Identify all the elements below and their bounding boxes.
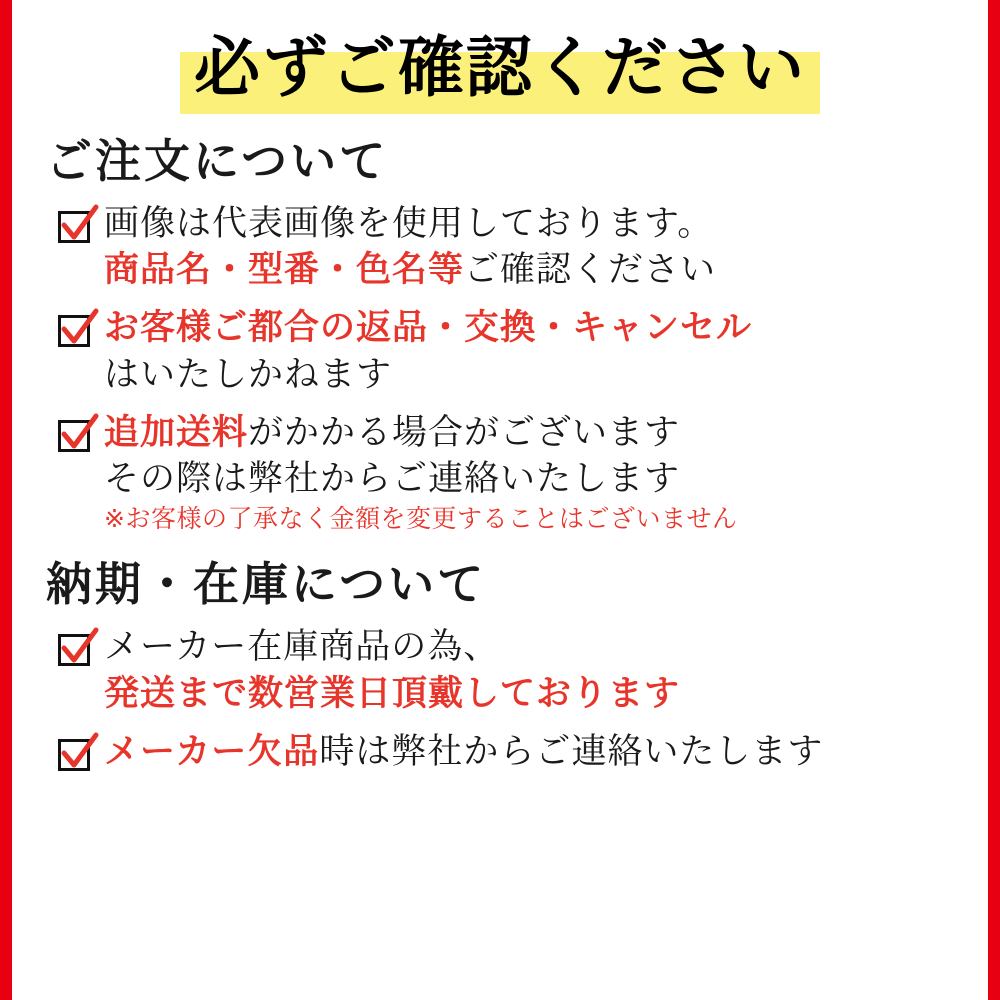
- list-item-line-tail: ご確認ください: [464, 250, 717, 291]
- checkbox-checked-icon: [56, 735, 96, 775]
- list-item-line: [104, 410, 988, 456]
- list-item: [46, 410, 988, 535]
- list-item: [46, 624, 988, 716]
- section-heading-orders: ご注文について: [46, 133, 389, 188]
- section-heading-delivery-stock: 納期・在庫について: [46, 557, 487, 612]
- list-item-line-tail: 時は弊社からご連絡いたします: [319, 731, 824, 772]
- left-accent-bar: [0, 0, 12, 1000]
- list-item-line: その際は弊社からご連絡いたします: [104, 459, 681, 500]
- checkbox-checked-icon: [56, 630, 96, 670]
- list-item: [46, 729, 988, 775]
- list-item-line: はいたしかねます: [104, 354, 393, 395]
- list-item-line: 発送まで数営業日頂戴しております: [104, 673, 681, 714]
- list-item-line: お客様ご都合の返品・交換・キャンセル: [104, 308, 753, 349]
- list-item-line: [104, 247, 988, 293]
- checkbox-checked-icon: [56, 311, 96, 351]
- page-title: [180, 26, 820, 112]
- checkbox-checked-icon: [56, 207, 96, 247]
- list-item-line: メーカー在庫商品の為、: [104, 627, 500, 668]
- list-item-lines: [104, 624, 988, 716]
- emphasis-text: メーカー欠品: [104, 731, 320, 772]
- emphasis-text: 追加送料: [104, 412, 249, 453]
- section-delivery-stock: [12, 557, 988, 775]
- right-accent-bar: [988, 0, 1000, 1000]
- list-item-note: ※お客様の了承なく金額を変更することはございません: [104, 504, 738, 534]
- list-item: [46, 201, 988, 293]
- page-content: [12, 0, 988, 1000]
- page-title-text: 必ずご確認ください: [194, 29, 806, 106]
- section-orders: [12, 134, 988, 535]
- list-item-line: [104, 729, 988, 775]
- list-item-lines: [104, 410, 988, 535]
- list-item-line-tail: がかかる場合がございます: [248, 412, 681, 453]
- emphasis-text: 商品名・型番・色名等: [104, 250, 465, 291]
- list-item: [46, 305, 988, 397]
- list-item-lines: [104, 729, 988, 775]
- list-item-lines: [104, 201, 988, 293]
- list-item-line: 画像は代表画像を使用しております。: [104, 204, 714, 245]
- title-area: [12, 0, 988, 112]
- list-item-lines: [104, 305, 988, 397]
- checkbox-checked-icon: [56, 416, 96, 456]
